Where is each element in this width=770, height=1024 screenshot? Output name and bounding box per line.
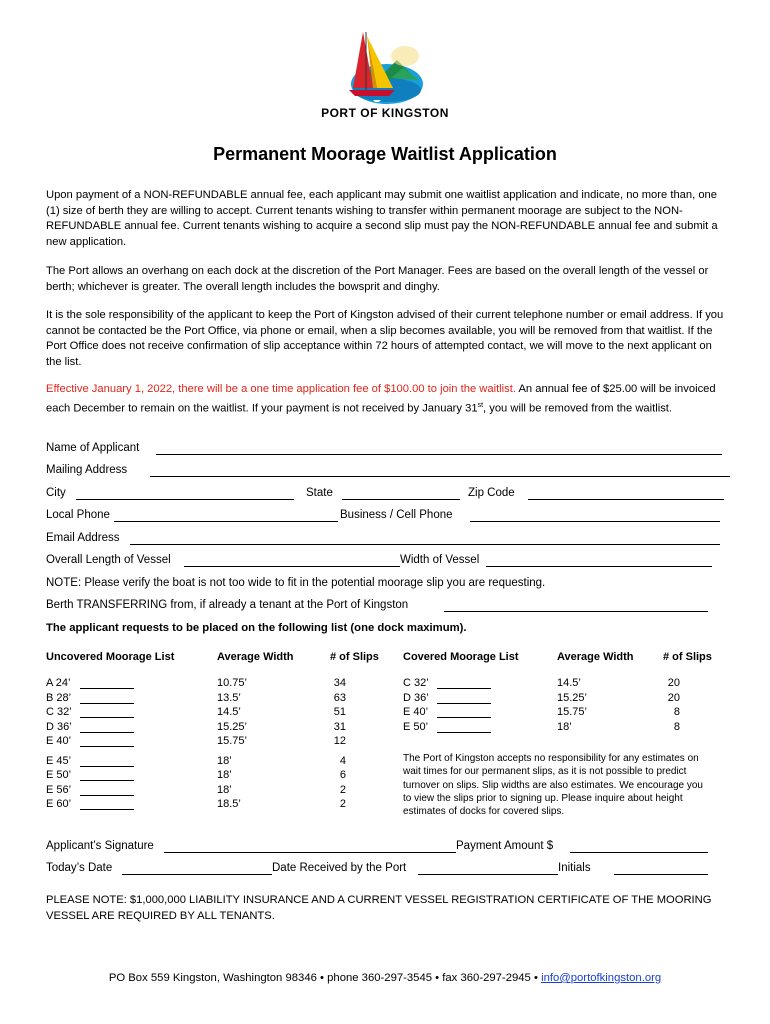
field-row-note xyxy=(46,577,736,593)
moorage-select-field[interactable] xyxy=(80,732,134,733)
average-width-value: 18.5’ xyxy=(217,798,241,810)
business-phone-field[interactable] xyxy=(470,521,720,522)
zip-label: Zip Code xyxy=(468,487,515,499)
moorage-select-field[interactable] xyxy=(437,688,491,689)
average-width-value: 18’ xyxy=(557,720,572,733)
overall-length-label: Overall Length of Vessel xyxy=(46,554,171,566)
footer-address: PO Box 559 Kingston, Washington 98346 • phone 360-297-3545 • fax 360-297-2945 • xyxy=(108,972,542,984)
average-width-value: 15.75’ xyxy=(557,706,587,718)
average-width-value: 14.5’ xyxy=(557,677,581,689)
average-width-value: 15.75’ xyxy=(217,735,247,747)
covered-width-header: Average Width xyxy=(557,651,634,663)
slips-count-value: 34 xyxy=(333,677,346,689)
port-logo xyxy=(315,26,455,124)
sailboat-logo-icon xyxy=(315,26,455,106)
moorage-select-field[interactable] xyxy=(80,766,134,767)
business-phone-label: Business / Cell Phone xyxy=(340,509,453,521)
footer xyxy=(0,972,770,984)
moorage-select-field[interactable] xyxy=(80,795,134,796)
payment-field[interactable] xyxy=(570,852,708,853)
moorage-select-field[interactable] xyxy=(80,746,134,747)
slips-count-value: 8 xyxy=(673,720,680,733)
moorage-size-label: C 32’ xyxy=(403,677,429,689)
average-width-value: 18’ xyxy=(217,783,232,796)
field-row-signature xyxy=(46,840,736,856)
payment-label: Payment Amount $ xyxy=(456,840,554,852)
slips-count-value: 51 xyxy=(333,706,346,718)
overall-length-field[interactable] xyxy=(184,566,400,567)
paragraph-waitlist-fee xyxy=(46,382,726,417)
initials-field[interactable] xyxy=(614,874,708,875)
local-phone-label: Local Phone xyxy=(46,509,110,521)
footer-email-link[interactable]: info@portofkingston.org xyxy=(541,972,662,984)
field-row-dates xyxy=(46,862,736,878)
moorage-size-label: A 24’ xyxy=(46,677,71,689)
moorage-size-label: C 32’ xyxy=(46,706,72,718)
average-width-value: 13.5’ xyxy=(217,691,241,704)
paragraph-fee: Upon payment of a NON-REFUNDABLE annual fee, each applicant may submit one waitlist application and indicate, no more than, one (1) size of berth they are willing to accept. Current tenants wishing to transfer within permanent moorage are subject to the NON-REFUNDABLE annual fee. Current tenants wishing to acquire a second slip must pay the NON-REFUNDABLE annual fee and submit a new application. xyxy=(46,189,718,248)
moorage-size-label: B 28’ xyxy=(46,691,72,704)
moorage-select-field[interactable] xyxy=(437,717,491,718)
average-width-value: 18’ xyxy=(217,769,232,781)
field-row-berth xyxy=(46,599,736,615)
local-phone-field[interactable] xyxy=(114,521,338,522)
slips-count-value: 20 xyxy=(667,677,680,689)
width-label: Width of Vessel xyxy=(400,554,480,566)
moorage-select-field[interactable] xyxy=(437,703,491,704)
fee-notice-text-end: , you will be removed from the waitlist. xyxy=(483,402,673,415)
field-row-email xyxy=(46,532,736,548)
today-date-label: Today’s Date xyxy=(46,862,113,874)
slips-count-value: 2 xyxy=(339,798,346,810)
moorage-select-field[interactable] xyxy=(80,688,134,689)
moorage-select-field[interactable] xyxy=(80,703,134,704)
date-received-label: Date Received by the Port xyxy=(272,862,407,874)
field-row-name xyxy=(46,442,736,458)
moorage-size-label: E 40’ xyxy=(46,735,72,747)
field-row-phone xyxy=(46,509,736,525)
moorage-size-label: E 40’ xyxy=(403,706,429,718)
covered-disclaimer: The Port of Kingston accepts no responsibility for any estimates on wait times for our permanent slips, as it is not possible to predict turnover on slips. Slip widths are also estimates. We encourage you to view the slips prior to signing up. Please inquire about height estimates of docks for covered slips. xyxy=(403,753,703,818)
field-row-vessel xyxy=(46,554,736,570)
paragraph-contact: It is the sole responsibility of the applicant to keep the Port of Kingston advised of their current telephone number or email address. If you cannot be contacted be the Port Office, via phone or email, when a slip becomes available, you will be removed from that waitlist. If the Port Office does not receive confirmation of slip acceptance within 72 hours of attempted contact, we will move to the next applicant on the list. xyxy=(46,309,724,368)
slips-count-value: 20 xyxy=(667,691,680,704)
state-field[interactable] xyxy=(342,499,460,500)
moorage-select-field[interactable] xyxy=(437,732,491,733)
berth-transfer-label: Berth TRANSFERRING from, if already a tenant at the Port of Kingston xyxy=(46,599,409,611)
email-label: Email Address xyxy=(46,532,120,544)
field-row-city xyxy=(46,487,736,503)
field-row-mailing xyxy=(46,464,736,480)
moorage-select-field[interactable] xyxy=(80,717,134,718)
fee-notice-red: Effective January 1, 2022, there will be a one time application fee of $100.00 to join the waitlist. xyxy=(46,383,516,395)
average-width-value: 14.5’ xyxy=(217,706,241,718)
moorage-size-label: E 50’ xyxy=(403,720,429,733)
moorage-select-field[interactable] xyxy=(80,809,134,810)
name-label: Name of Applicant xyxy=(46,442,140,454)
uncovered-slips-header: # of Slips xyxy=(330,651,379,663)
city-label: City xyxy=(46,487,66,499)
width-field[interactable] xyxy=(486,566,712,567)
slips-count-value: 6 xyxy=(339,769,346,781)
mailing-label: Mailing Address xyxy=(46,464,128,476)
covered-slips-header: # of Slips xyxy=(663,651,712,663)
covered-list-header: Covered Moorage List xyxy=(403,651,519,663)
list-instruction: The applicant requests to be placed on the following list (one dock maximum). xyxy=(46,622,467,634)
today-date-field[interactable] xyxy=(122,874,272,875)
slips-count-value: 2 xyxy=(339,783,346,796)
slips-count-value: 4 xyxy=(339,754,346,767)
page-title: Permanent Moorage Waitlist Application xyxy=(213,144,557,164)
berth-transfer-field[interactable] xyxy=(444,611,708,612)
date-received-field[interactable] xyxy=(418,874,558,875)
moorage-size-label: E 50’ xyxy=(46,769,72,781)
zip-field[interactable] xyxy=(528,499,724,500)
moorage-size-label: E 45’ xyxy=(46,754,72,767)
average-width-value: 15.25’ xyxy=(217,720,247,733)
uncovered-list-header: Uncovered Moorage List xyxy=(46,651,175,663)
signature-label: Applicant’s Signature xyxy=(46,840,154,852)
fee-notice-text: An annual fee of $25.00 will be invoiced each December to remain on the waitlist. If your payment is not received by January 31 xyxy=(46,383,716,415)
moorage-size-label: D 36’ xyxy=(46,720,72,733)
vessel-note: NOTE: Please verify the boat is not too wide to fit in the potential moorage slip you are requesting. xyxy=(46,577,546,589)
logo-text: PORT OF KINGSTON xyxy=(321,106,449,120)
average-width-value: 10.75’ xyxy=(217,677,247,689)
initials-label: Initials xyxy=(558,862,591,874)
signature-field[interactable] xyxy=(164,852,456,853)
uncovered-width-header: Average Width xyxy=(217,651,294,663)
average-width-value: 15.25’ xyxy=(557,691,587,704)
name-field[interactable] xyxy=(156,454,722,455)
fee-notice-sup: st xyxy=(477,401,484,409)
paragraph-overhang: The Port allows an overhang on each dock at the discretion of the Port Manager. Fees are based on the overall length of the vessel or berth; whichever is greater. The overall length includes the bowsprit and dinghy. xyxy=(46,265,709,293)
email-field[interactable] xyxy=(130,544,720,545)
moorage-select-field[interactable] xyxy=(80,780,134,781)
moorage-size-label: E 60’ xyxy=(46,798,72,810)
moorage-size-label: E 56’ xyxy=(46,783,72,796)
slips-count-value: 12 xyxy=(333,735,346,747)
slips-count-value: 63 xyxy=(333,691,346,704)
average-width-value: 18’ xyxy=(217,754,232,767)
moorage-size-label: D 36’ xyxy=(403,691,429,704)
insurance-note: PLEASE NOTE: $1,000,000 LIABILITY INSURANCE AND A CURRENT VESSEL REGISTRATION CERTIFICATE OF THE MOORING VESSEL ARE REQUIRED BY ALL TENANTS. xyxy=(46,894,712,922)
mailing-field[interactable] xyxy=(150,476,730,477)
slips-count-value: 8 xyxy=(673,706,680,718)
state-label: State xyxy=(306,487,333,499)
slips-count-value: 31 xyxy=(333,720,346,733)
city-field[interactable] xyxy=(76,499,294,500)
